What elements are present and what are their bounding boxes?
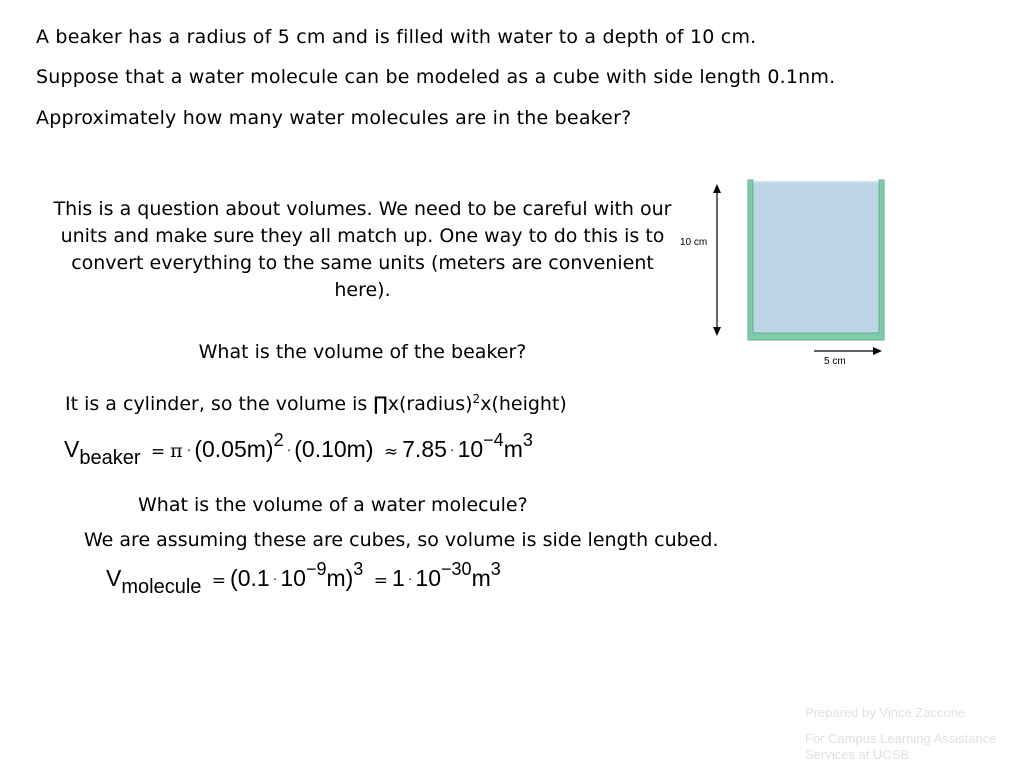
height-arrow (713, 184, 721, 336)
eq2-ten: 10 (280, 565, 306, 591)
eq2-dot2: · (407, 570, 413, 586)
problem-line-1: A beaker has a radius of 5 cm and is filled with water to a depth of 10 cm. (36, 26, 757, 48)
beaker-volume-equation (64, 430, 533, 469)
eq2-v: V (106, 565, 122, 591)
eq1-sub: beaker (79, 447, 141, 469)
molecule-volume-equation (106, 559, 501, 598)
credit-author: Prepared by Vince Zaccone (805, 705, 966, 720)
eq1-unit: m (503, 436, 523, 462)
eq1-equals: = (150, 442, 166, 462)
height-label: 10 cm (680, 237, 708, 248)
eq2-close: m) (326, 565, 354, 591)
cylinder-text-sup: 2 (472, 392, 481, 406)
eq2-ten2: 10 (415, 565, 442, 591)
eq2-ten2-exp: −30 (441, 559, 472, 579)
eq2-unit-exp: 3 (490, 559, 501, 579)
radius-arrow (814, 347, 882, 355)
solution-intro: This is a question about volumes. We need to be careful with our units and make sure they all match up. One way to do this is to convert everything to the same units (meters are convenient here). (53, 198, 672, 301)
eq2-open: (0.1 (230, 565, 270, 591)
eq1-dot3: · (449, 441, 455, 457)
cylinder-text-a: It is a cylinder, so the volume is ∏x(radius) (65, 393, 473, 415)
problem-line-2: Suppose that a water molecule can be modeled as a cube with side length 0.1nm. (36, 66, 836, 88)
eq1-dot1: · (186, 441, 192, 457)
beaker-glass (748, 180, 884, 340)
eq1-approx: ≈ (383, 442, 399, 462)
cylinder-volume-text (65, 392, 567, 415)
eq1-coef: 7.85 (402, 436, 447, 462)
beaker-figure (676, 178, 896, 370)
eq1-v: V (64, 436, 80, 462)
eq2-dot1: · (272, 570, 278, 586)
eq1-ten-exp: −4 (483, 430, 504, 450)
eq1-p2: (0.10m) (294, 436, 374, 462)
eq2-one: 1 (391, 565, 405, 591)
eq2-ten-exp: −9 (305, 559, 327, 579)
eq2-equals1: = (211, 571, 227, 591)
eq1-pi: π (170, 440, 183, 462)
cylinder-text-b: x(height) (480, 393, 567, 415)
problem-line-3: Approximately how many water molecules are in the beaker? (36, 107, 632, 129)
eq2-sub: molecule (121, 576, 202, 598)
eq1-p1: (0.05m) (194, 436, 274, 462)
eq1-ten: 10 (457, 436, 484, 462)
beaker-volume-question: What is the volume of the beaker? (198, 341, 527, 363)
credit-org: For Campus Learning Assistance Services at UCSB (805, 731, 997, 762)
eq1-dot2: · (286, 441, 292, 457)
eq1-p1-exp: 2 (273, 430, 284, 450)
cube-volume-text: We are assuming these are cubes, so volume is side length cubed. (84, 529, 719, 551)
radius-label: 5 cm (824, 356, 846, 367)
molecule-volume-question: What is the volume of a water molecule? (138, 494, 528, 516)
eq2-equals2: = (373, 571, 388, 591)
eq2-close-exp: 3 (353, 559, 364, 579)
eq2-unit: m (471, 565, 491, 591)
eq1-unit-exp: 3 (522, 430, 533, 450)
